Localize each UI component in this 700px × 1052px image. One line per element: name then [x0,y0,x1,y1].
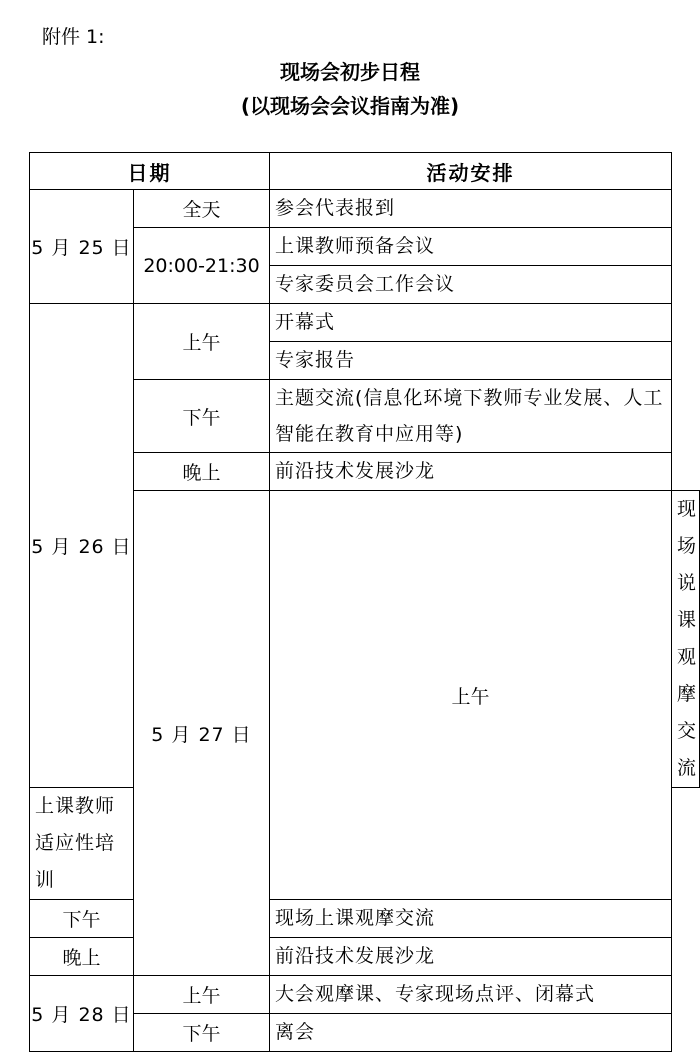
page-title: 现场会初步日程 [280,60,420,84]
activity-cell: 离会 [270,1014,672,1052]
time-cell: 晚上 [30,938,134,976]
table-row [30,190,700,228]
table-row [30,938,700,976]
time-cell: 上午 [134,304,270,380]
table-row [30,976,700,1014]
time-cell: 下午 [134,1014,270,1052]
time-cell: 上午 [134,976,270,1014]
activity-cell: 前沿技术发展沙龙 [270,453,672,491]
date-cell: 5 月 26 日 [30,304,134,788]
time-cell: 上午 [270,491,672,900]
activity-cell: 上课教师适应性培训 [30,788,134,900]
header-date: 日期 [30,153,270,190]
time-cell: 下午 [30,900,134,938]
schedule-table [29,152,700,1052]
header-activities: 活动安排 [270,153,672,190]
activity-cell: 上课教师预备会议 [270,228,672,266]
activity-cell: 现场上课观摩交流 [270,900,672,938]
activity-cell: 主题交流(信息化环境下教师专业发展、人工智能在教育中应用等) [270,380,672,453]
page-subtitle: (以现场会会议指南为准) [240,94,460,118]
table-row [30,304,700,342]
date-cell: 5 月 28 日 [30,976,134,1052]
time-cell: 晚上 [134,453,270,491]
activity-cell: 开幕式 [270,304,672,342]
time-cell: 下午 [134,380,270,453]
activity-cell: 参会代表报到 [270,190,672,228]
activity-cell: 前沿技术发展沙龙 [270,938,672,976]
activity-cell: 大会观摩课、专家现场点评、闭幕式 [270,976,672,1014]
time-cell: 全天 [134,190,270,228]
date-cell: 5 月 27 日 [134,491,270,976]
table-header-row [30,153,700,190]
activity-cell: 现场说课观摩交流 [672,491,700,788]
table-row [30,900,700,938]
time-cell: 20:00-21:30 [134,228,270,304]
date-cell: 5 月 25 日 [30,190,134,304]
activity-cell: 专家报告 [270,342,672,380]
attachment-label: 附件 1: [42,26,105,48]
activity-cell: 专家委员会工作会议 [270,266,672,304]
